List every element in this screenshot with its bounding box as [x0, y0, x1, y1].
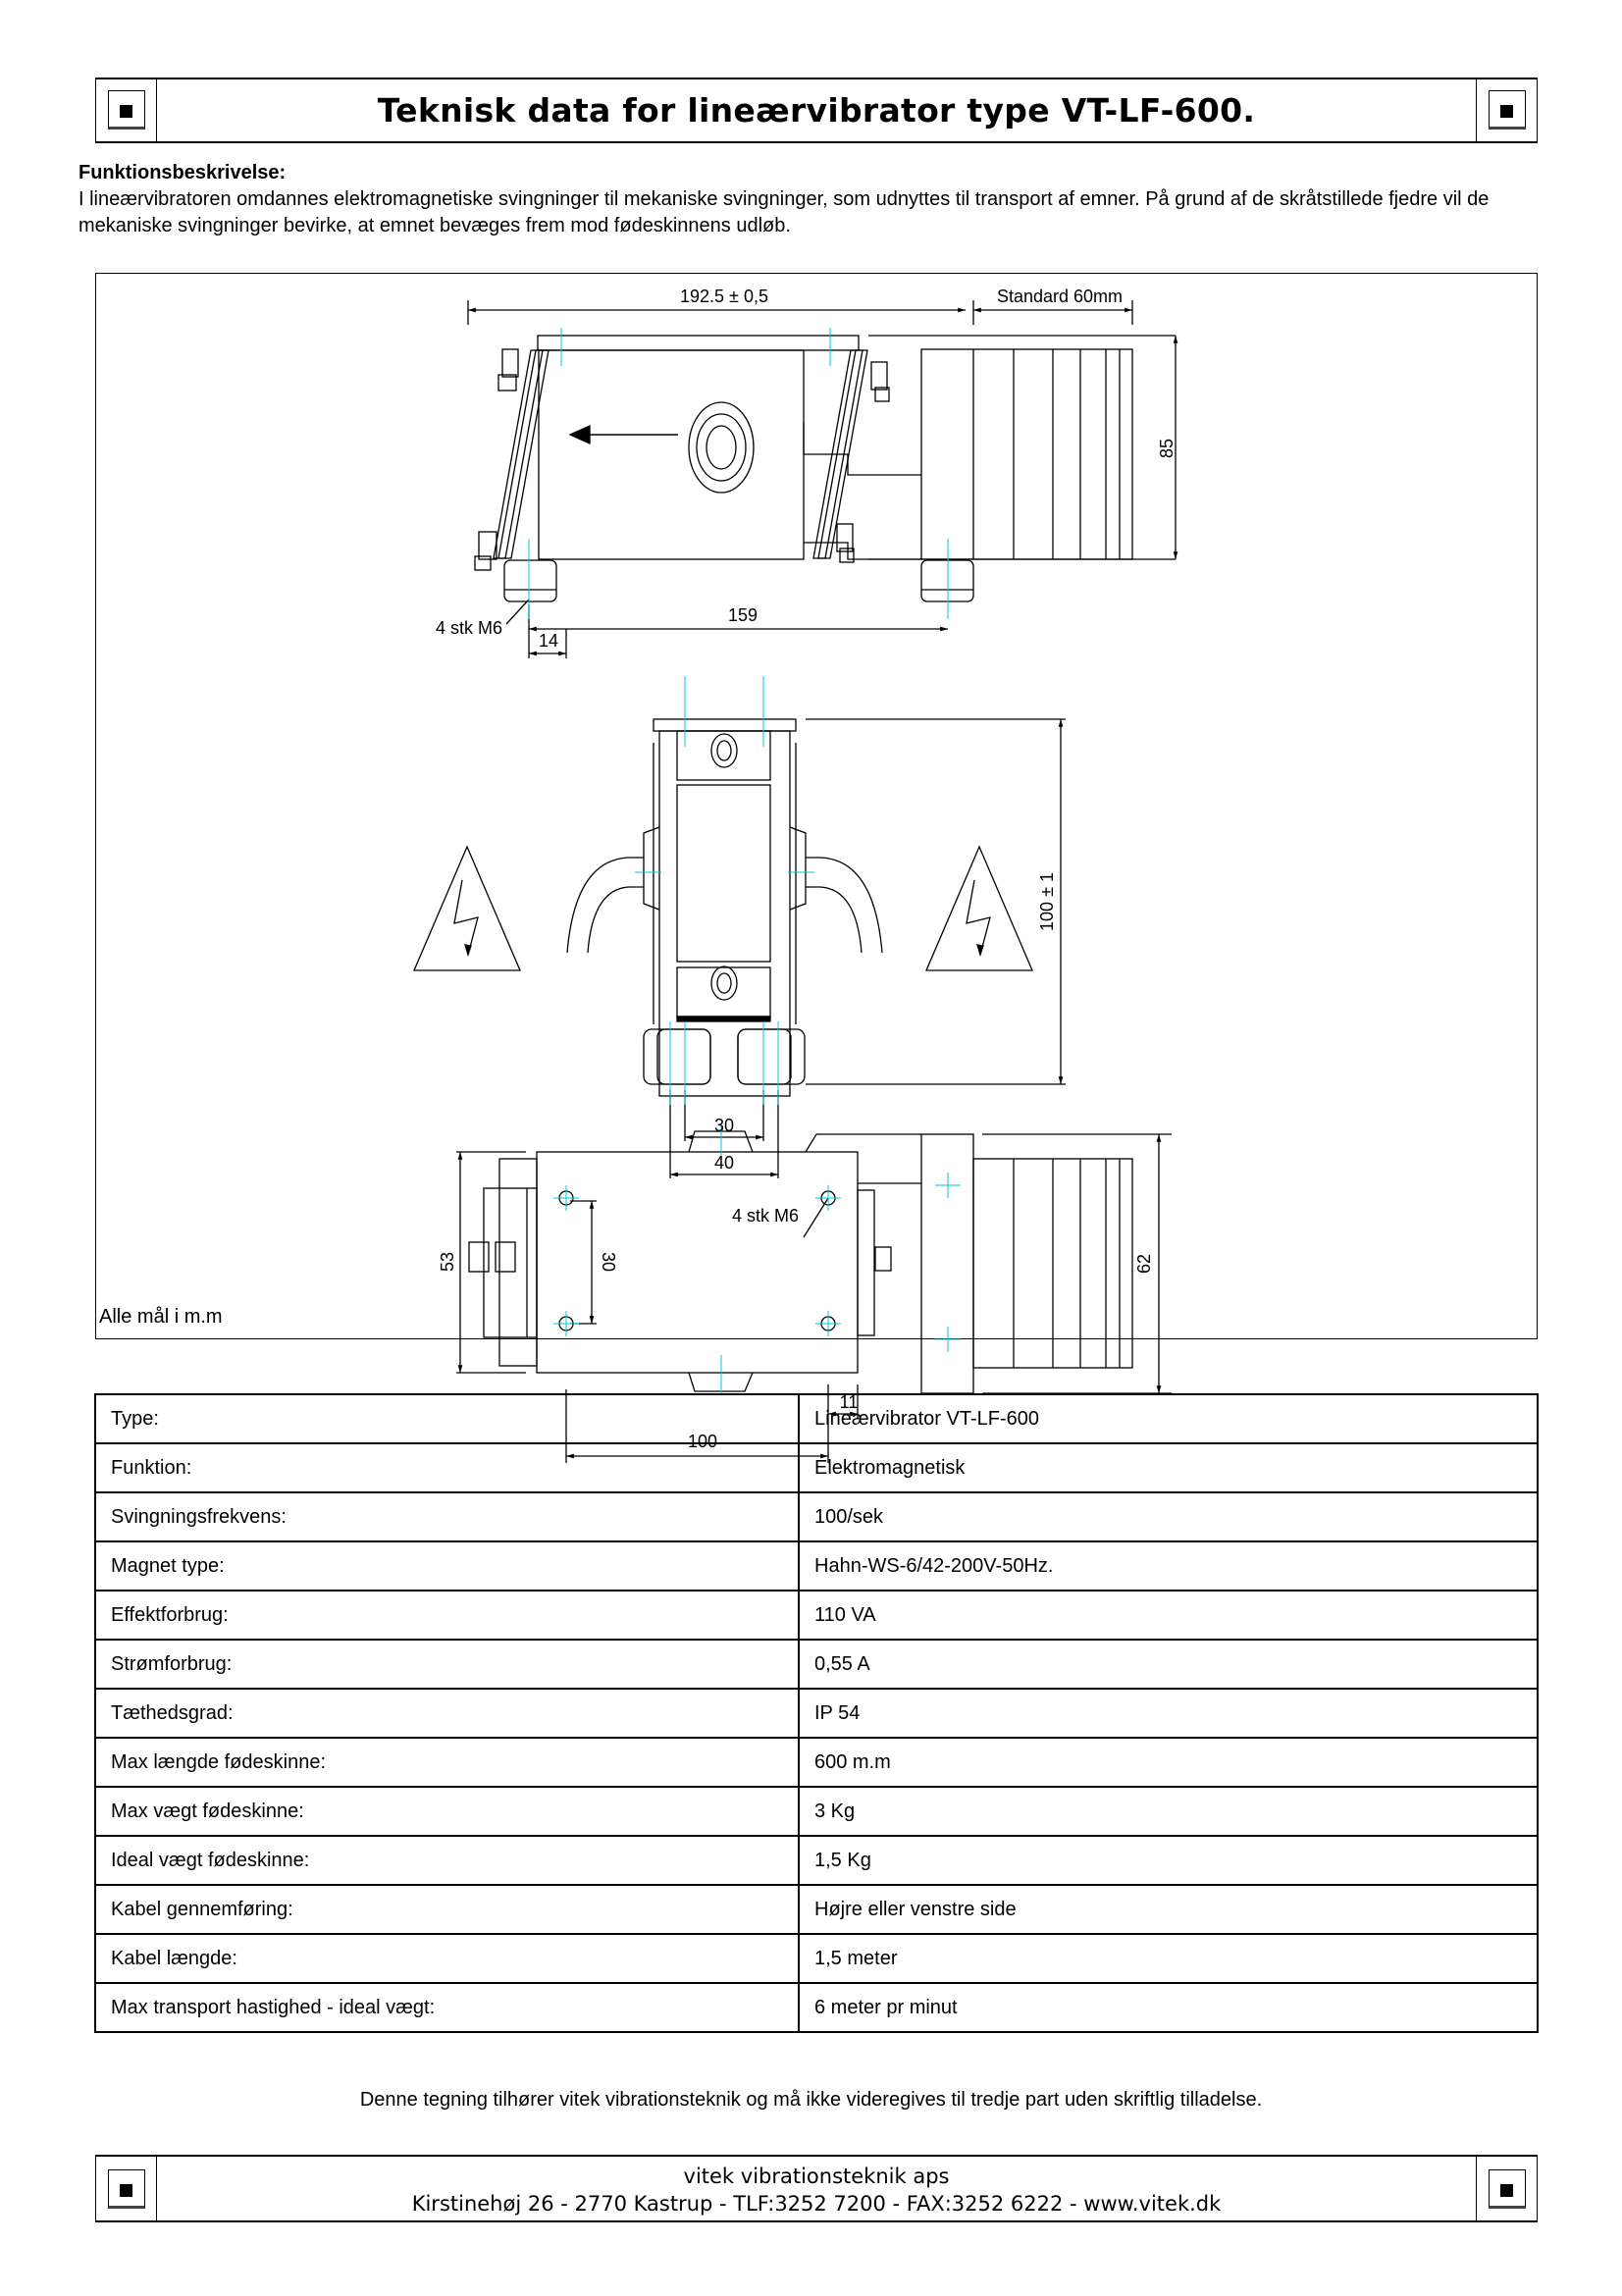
- spec-label: Svingningsfrekvens:: [95, 1492, 799, 1541]
- spec-row: [95, 1591, 1538, 1640]
- footer-text: [157, 2163, 1476, 2218]
- dim-length-label: 192.5 ± 0,5: [680, 287, 768, 306]
- spec-value: 3 Kg: [799, 1787, 1538, 1836]
- dim-front-height-label: 100 ± 1: [1037, 872, 1057, 931]
- footer-banner: [95, 2155, 1538, 2222]
- description-text: I lineærvibratoren omdannes elektromagnetiske svingninger til mekaniske svingninger, som udnyttes til transport af emner. På grund af de skråtstillede fjedre vil de mekaniske svingninger bevirke, at emnet bevæges frem mod fødeskinnens udløb.: [78, 188, 1490, 236]
- thread-label-top: 4 stk M6: [732, 1206, 800, 1226]
- spec-row: [95, 1394, 1538, 1443]
- footer-right-cell: [1476, 2157, 1537, 2220]
- spec-row: [95, 1443, 1538, 1492]
- copyright-notice: Denne tegning tilhører vitek vibrationsteknik og må ikke videregives til tredje part uden skriftlig tilladelse.: [359, 2089, 1263, 2111]
- spec-row: [95, 1934, 1538, 1983]
- dim-width-label: 53: [438, 1251, 457, 1273]
- dim-foot-spacing-label: 159: [727, 605, 759, 625]
- dim-foot-offset-label: 14: [538, 631, 559, 651]
- dim-standard-label: Standard 60mm: [996, 287, 1124, 306]
- square-bullet-icon: [108, 2169, 145, 2209]
- spec-label: Max længde fødeskinne:: [95, 1738, 799, 1787]
- spec-label: Type:: [95, 1394, 799, 1443]
- spec-value: 110 VA: [799, 1591, 1538, 1640]
- spec-table: [94, 1393, 1539, 2033]
- spec-label: Tæthedsgrad:: [95, 1689, 799, 1738]
- center-lines: [529, 328, 961, 1394]
- spec-value: Lineærvibrator VT-LF-600: [799, 1394, 1538, 1443]
- spec-row: [95, 1640, 1538, 1689]
- dim-offset-label: 11: [839, 1392, 859, 1412]
- spec-value: 0,55 A: [799, 1640, 1538, 1689]
- company-address: Kirstinehøj 26 - 2770 Kastrup - TLF:3252 7200 - FAX:3252 6222 - www.vitek.dk: [411, 2192, 1222, 2216]
- dim-inner-label: 30: [713, 1116, 735, 1135]
- spec-value: 1,5 meter: [799, 1934, 1538, 1983]
- spec-value: 100/sek: [799, 1492, 1538, 1541]
- spec-label: Funktion:: [95, 1443, 799, 1492]
- spec-value: IP 54: [799, 1689, 1538, 1738]
- front-view: [567, 719, 1066, 1178]
- unit-note: Alle mål i m.m: [99, 1306, 223, 1328]
- dim-hole-spacing-x-label: 100: [687, 1432, 718, 1451]
- dim-rear-width-label: 62: [1134, 1253, 1154, 1275]
- side-view: [468, 300, 1176, 658]
- page-title: Teknisk data for lineærvibrator type VT-LF-600.: [377, 91, 1256, 130]
- thread-label: 4 stk M6: [436, 618, 503, 638]
- spec-value: Højre eller venstre side: [799, 1885, 1538, 1934]
- spec-label: Max transport hastighed - ideal vægt:: [95, 1983, 799, 2032]
- spec-row: [95, 1541, 1538, 1591]
- footer-left-cell: [96, 2157, 157, 2220]
- spec-value: Elektromagnetisk: [799, 1443, 1538, 1492]
- direction-arrowhead: [570, 426, 590, 444]
- spec-label: Magnet type:: [95, 1541, 799, 1591]
- spec-row: [95, 1738, 1538, 1787]
- spec-label: Kabel gennemføring:: [95, 1885, 799, 1934]
- spec-row: [95, 1885, 1538, 1934]
- spec-row: [95, 1787, 1538, 1836]
- company-name: vitek vibrationsteknik aps: [683, 2165, 950, 2188]
- spec-row: [95, 1689, 1538, 1738]
- spec-value: 600 m.m: [799, 1738, 1538, 1787]
- spec-label: Kabel længde:: [95, 1934, 799, 1983]
- dim-hole-spacing-y-label: 30: [599, 1251, 618, 1273]
- spec-label: Max vægt fødeskinne:: [95, 1787, 799, 1836]
- high-voltage-warning-icon: [926, 847, 1032, 970]
- spec-value: 6 meter pr minut: [799, 1983, 1538, 2032]
- spec-row: [95, 1492, 1538, 1541]
- spec-label: Ideal vægt fødeskinne:: [95, 1836, 799, 1885]
- spec-label: Strømforbrug:: [95, 1640, 799, 1689]
- spec-value: Hahn-WS-6/42-200V-50Hz.: [799, 1541, 1538, 1591]
- high-voltage-warning-icon: [414, 847, 520, 970]
- dim-outer-label: 40: [713, 1153, 735, 1173]
- square-bullet-icon: [1489, 2169, 1526, 2209]
- dim-height-label: 85: [1157, 438, 1177, 459]
- spec-row: [95, 1983, 1538, 2032]
- description-heading: Funktionsbeskrivelse:: [78, 162, 287, 183]
- spec-label: Effektforbrug:: [95, 1591, 799, 1640]
- spec-value: 1,5 Kg: [799, 1836, 1538, 1885]
- spec-row: [95, 1836, 1538, 1885]
